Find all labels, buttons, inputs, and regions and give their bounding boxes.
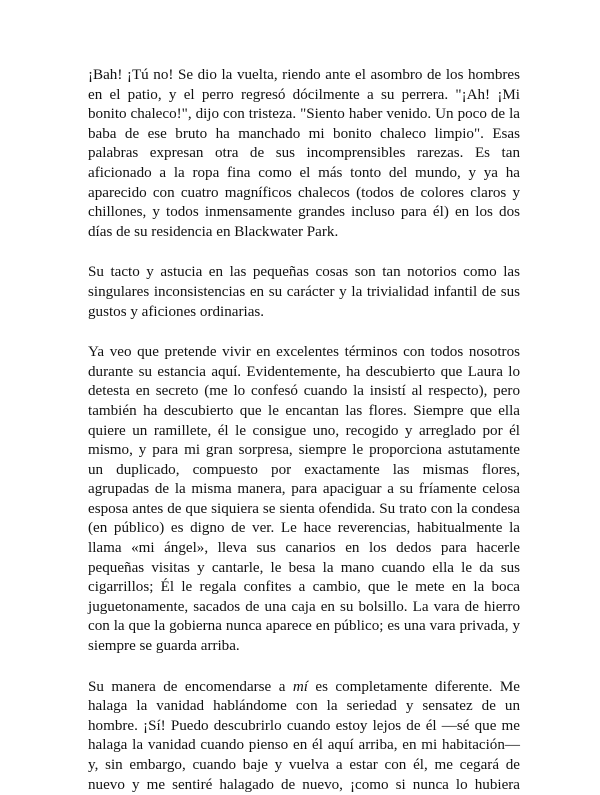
text-line: bonito chaleco!", dijo con tristeza. "Siento haber venido. Un poco de la: [88, 106, 520, 123]
text-line: [88, 678, 520, 698]
text-line: halaga la vanidad cuando pienso en él aquí arriba, en mi habitación—: [88, 737, 520, 754]
text-line: y, sin embargo, cuando baje y vuelva a estar con él, me cegará de: [88, 757, 520, 773]
text-line: mismo, y para mi gran sorpresa, siempre le proporciona astutamente: [88, 442, 520, 459]
paragraph-2: [88, 263, 520, 322]
emphasized-word: mí: [292, 678, 308, 695]
text-line: juguetonamente, sacados de una caja en su bolsillo. La vara de hierro: [88, 598, 520, 615]
text-line: Su tacto y astucia en las pequeñas cosas son tan notorios como las: [88, 264, 520, 281]
text-line: (en público) es digno de ver. Le hace reverencias, habitualmente la: [88, 520, 520, 537]
document-page: [88, 66, 520, 795]
text-line: también ha descubierto que le encantan las flores. Siempre que ella: [88, 402, 520, 419]
text-run: Su manera de encomendarse a: [88, 678, 293, 695]
paragraph-4: [88, 678, 520, 795]
text-line: cigarrillos; Él le regala confites a cambio, que le mete en la boca: [88, 579, 520, 596]
text-line: singulares inconsistencias en su carácter y la trivialidad infantil de sus: [88, 283, 520, 300]
text-line: gustos y aficiones ordinarias.: [88, 303, 265, 320]
text-line: palabras expresan otra de sus incomprensibles rarezas. Es tan: [88, 145, 520, 162]
text-line: ¡Bah! ¡Tú no! Se dio la vuelta, riendo ante el asombro de los hombres: [88, 67, 520, 83]
text-line: aparecido con cuatro magníficos chalecos (todos de colores claros y: [88, 184, 520, 201]
text-line: pequeñas visitas y cantarle, le besa la mano cuando ella le da sus: [88, 559, 520, 576]
text-line: detesta en secreto (me lo confesó cuando la insistí al respecto), pero: [88, 383, 520, 400]
text-line: un duplicado, compuesto por exactamente las mismas flores,: [88, 461, 520, 478]
text-line: hombre. ¡Sí! Puedo descubrirlo cuando estoy lejos de él —sé que me: [88, 717, 520, 734]
text-line: aficionado a la ropa fina como el más tonto del mundo, y ya ha: [88, 164, 520, 181]
text-line: en el patio, y el perro regresó dócilmente a su perrera. "¡Ah! ¡Mi: [88, 86, 520, 103]
text-line: halaga la vanidad hablándome con la seriedad y sensatez de un: [88, 698, 520, 715]
text-line: durante su estancia aquí. Evidentemente, ha descubierto que Laura lo: [88, 363, 520, 380]
text-line: siempre se guarda arriba.: [88, 638, 240, 655]
text-line: días de su residencia en Blackwater Park.: [88, 223, 339, 240]
paragraph-3: [88, 343, 520, 657]
text-line: Ya veo que pretende vivir en excelentes términos con todos nosotros: [88, 344, 520, 361]
text-line: agrupadas de la misma manera, para apaciguar a su fríamente celosa: [88, 481, 520, 498]
paragraph-1: [88, 66, 520, 242]
text-line: baba de ese bruto ha manchado mi bonito chaleco limpio". Esas: [88, 125, 520, 142]
text-line: quiere un ramillete, él le consigue uno, recogido y arreglado por él: [88, 422, 520, 439]
text-line: chillones, y todos inmensamente grandes incluso para él) en los dos: [88, 204, 520, 221]
text-line: esposa antes de que siquiera se sienta ofendida. Su trato con la condesa: [88, 500, 520, 517]
text-line: nuevo y me sentiré halagado de nuevo, ¡como si nunca lo hubiera: [88, 776, 520, 793]
text-line: llama «mi ángel», lleva sus canarios en los dedos para hacerle: [88, 540, 520, 557]
text-line: con la que la gobierna nunca aparece en público; es una vara privada, y: [88, 618, 520, 635]
text-run: es completamente diferente. Me: [307, 678, 521, 695]
